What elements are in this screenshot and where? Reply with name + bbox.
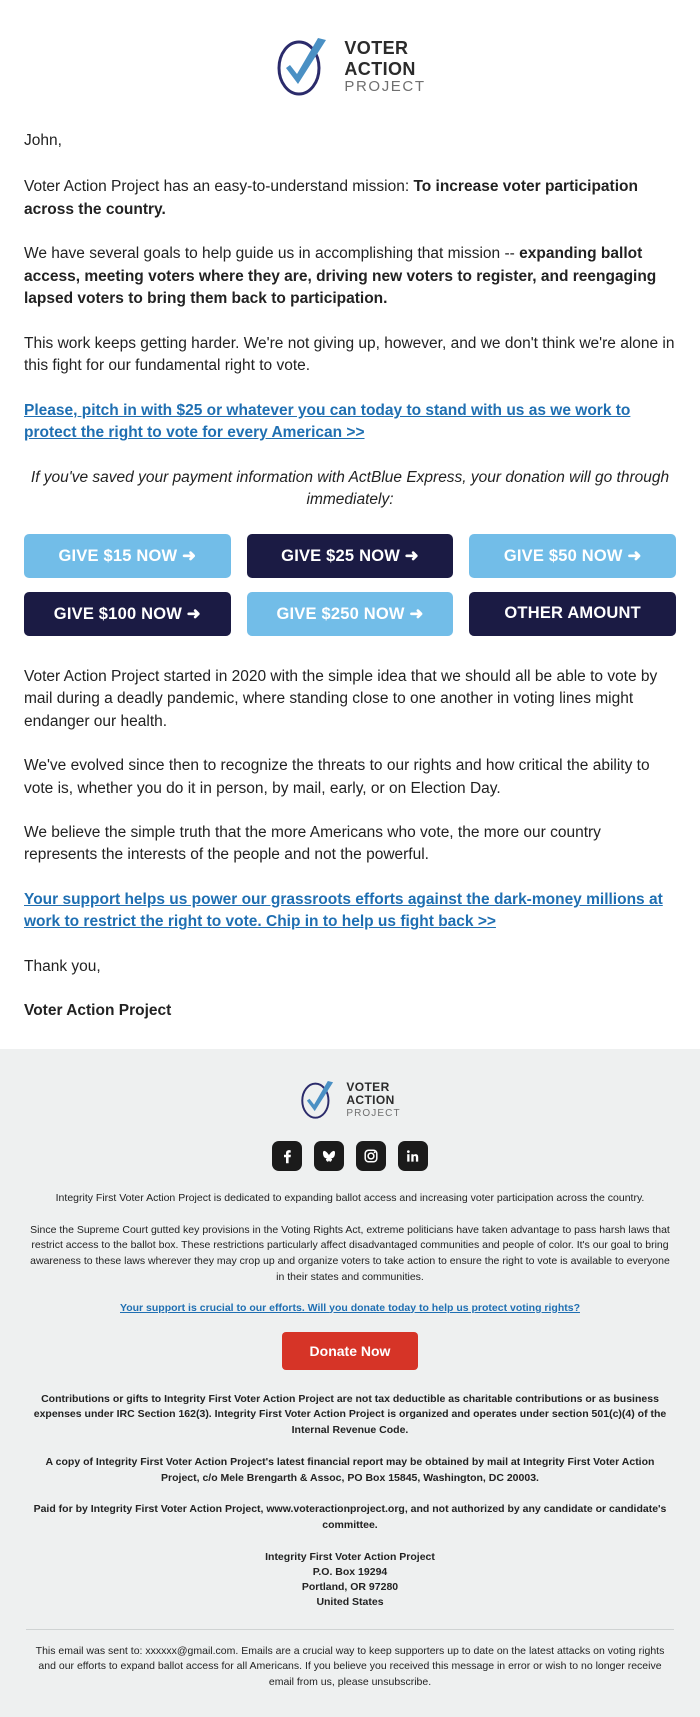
give-15-button[interactable]: GIVE $15 NOW ➜ [24,534,231,578]
other-amount-button[interactable]: OTHER AMOUNT [469,592,676,636]
brand-logo-text [344,38,425,95]
paragraph-mission [24,176,676,221]
footer-brand-line-3: PROJECT [346,1107,401,1119]
footer-address-line-4: United States [316,1596,384,1609]
linkedin-icon[interactable] [398,1141,428,1171]
paragraph-goals-bold: expanding ballot access, meeting voters where they are, driving new voters to register, and reengaging lapsed voters to bring them back to participation. [24,245,657,308]
give-25-button[interactable]: GIVE $25 NOW ➜ [247,534,454,578]
footer-address-line-1: Integrity First Voter Action Project [265,1550,435,1563]
facebook-icon[interactable] [272,1141,302,1171]
footer-address-line-3: Portland, OR 97280 [301,1581,399,1594]
footer-disclaimer-paid-for: Paid for by Integrity First Voter Action Project, www.voteractionproject.org, and not authorized by any candidate or candidate's committee. [33,1503,667,1532]
email-body [0,122,700,1023]
footer-brand-logo-text [346,1081,400,1119]
email-footer [0,1049,700,1717]
footer-address-line-2: P.O. Box 19294 [312,1566,388,1578]
footer-disclaimer-financial: A copy of Integrity First Voter Action Project's latest financial report may be obtained by mail at Integrity First Voter Action Project, c/o Mele Brengarth & Assoc, PO Box 15845, Washington, DC 20003. [45,1455,655,1484]
cta-link-pitch-in[interactable]: Please, pitch in with $25 or whatever you can today to stand with us as we work to protect the right to vote for every American >> [24,401,631,442]
bluesky-icon[interactable] [314,1141,344,1171]
give-50-button[interactable]: GIVE $50 NOW ➜ [469,534,676,578]
footer-checkmark-oval-icon [299,1079,337,1121]
cta-link-grassroots[interactable]: Your support helps us power our grassroots efforts against the dark-money millions at work to restrict the right to vote. Chip in to help us fight back >> [24,890,663,931]
actblue-express-note: If you've saved your payment information with ActBlue Express, your donation will go through immediately: [30,468,670,509]
donate-now-button[interactable]: Donate Now [282,1332,419,1370]
paragraph-mission-lead: Voter Action Project has an easy-to-understand mission: [24,178,414,196]
footer-divider [26,1629,674,1630]
footer-mission: Integrity First Voter Action Project is dedicated to expanding ballot access and increasing voter participation across the country. [55,1191,645,1204]
brand-line-2: ACTION [344,58,416,79]
signoff: Thank you, [24,957,101,975]
checkmark-oval-icon [274,36,332,98]
paragraph-belief: We believe the simple truth that the more Americans who vote, the more our country represents the interests of the people and not the powerful. [24,823,601,864]
paragraph-evolved: We've evolved since then to recognize the threats to our rights and how critical the ability to vote is, whether you do it in person, by mail, early, or on Election Day. [24,757,650,797]
paragraph-origin: Voter Action Project started in 2020 with the simple idea that we should all be able to vote by mail during a deadly pandemic, where standing close to one another in voting lines might endanger our health. [24,667,658,730]
footer-brand-logo [26,1079,674,1121]
footer-brand-line-1: VOTER [346,1079,390,1094]
footer-paragraph: Since the Supreme Court gutted key provisions in the Voting Rights Act, extreme politicians have taken advantage to pass harsh laws that restrict access to the ballot box. These restrictions particularly affect disadvantaged communities and people of color. It's our goal to bring awareness to these laws wherever they may crop up and organize voters to take action to ensure the right to vote is available to everyone in their states and communities. [30,1223,670,1283]
donation-amount-grid [24,534,676,636]
footer-unsubscribe-text: This email was sent to: xxxxxx@gmail.com. Emails are a crucial way to keep supporters up to date on the latest attacks on voting rights and our efforts to expand ballot access for all Americans. If you believe you received this message in error or wish to no longer receive email from us, please unsubscribe. [35,1644,665,1689]
brand-line-3: PROJECT [344,77,426,95]
give-100-button[interactable]: GIVE $100 NOW ➜ [24,592,231,636]
footer-address [26,1550,674,1611]
brand-line-1: VOTER [344,38,409,59]
donate-now-wrapper [26,1332,674,1370]
paragraph-mission-bold: To increase voter participation across the country. [24,178,638,218]
footer-brand-line-2: ACTION [346,1093,395,1108]
footer-disclaimer-tax: Contributions or gifts to Integrity First Voter Action Project are not tax deductible as charitable contributions or as business expenses under IRC Section 162(3). Integrity First Voter Action Project is organized and operates under section 501(c)(4) of the Internal Revenue Code. [33,1392,667,1437]
give-250-button[interactable]: GIVE $250 NOW ➜ [247,592,454,636]
signature: Voter Action Project [24,1002,172,1020]
instagram-icon[interactable] [356,1141,386,1171]
social-links [26,1141,674,1171]
footer-support-link[interactable]: Your support is crucial to our efforts. Will you donate today to help us protect voting rights? [120,1301,580,1314]
brand-logo [274,36,425,98]
salutation: John, [24,132,62,149]
paragraph-harder: This work keeps getting harder. We're not giving up, however, and we don't think we're alone in this fight for our fundamental right to vote. [24,334,675,375]
paragraph-goals [24,243,676,310]
paragraph-goals-lead: We have several goals to help guide us in accomplishing that mission -- [24,245,520,263]
email-header [0,0,700,122]
